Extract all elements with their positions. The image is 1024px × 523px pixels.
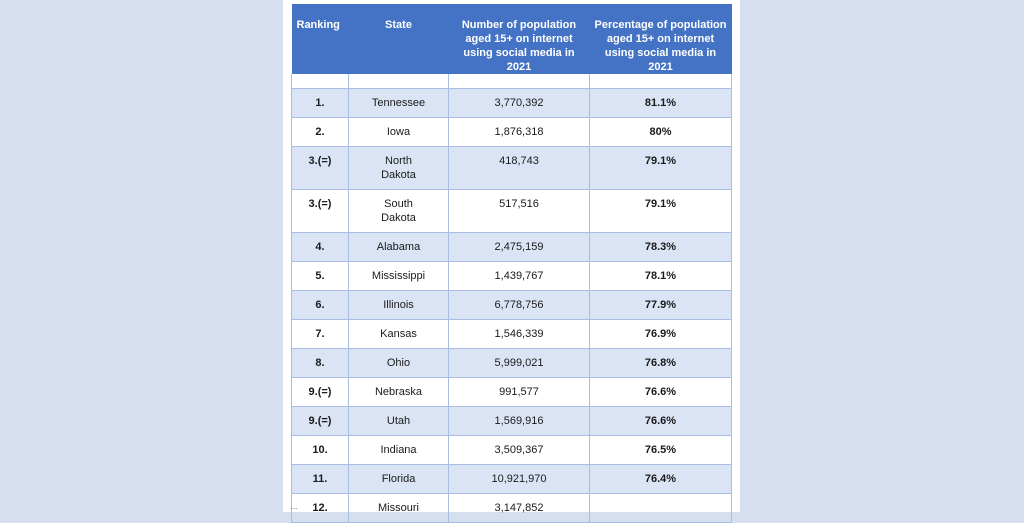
rank-cell: 8. bbox=[292, 349, 349, 378]
percentage-cell: 78.1% bbox=[590, 262, 732, 291]
header-percentage: Percentage of population aged 15+ on internet using social media in 2021 bbox=[590, 4, 732, 74]
state-cell: Illinois bbox=[349, 291, 449, 320]
number-cell: 1,546,339 bbox=[449, 320, 590, 349]
header-number: Number of population aged 15+ on internet using social media in 2021 bbox=[449, 4, 590, 74]
table-row bbox=[292, 147, 732, 190]
state-cell: Mississippi bbox=[349, 262, 449, 291]
state-cell: South Dakota bbox=[349, 190, 449, 233]
header-ranking: Ranking bbox=[292, 4, 349, 74]
table-row bbox=[292, 320, 732, 349]
number-cell: 3,509,367 bbox=[449, 436, 590, 465]
rank-cell: 7. bbox=[292, 320, 349, 349]
state-cell: Iowa bbox=[349, 118, 449, 147]
number-cell: 991,577 bbox=[449, 378, 590, 407]
state-cell: Missouri bbox=[349, 494, 449, 523]
percentage-cell: 76.4% bbox=[590, 465, 732, 494]
rank-cell: 9.(=) bbox=[292, 407, 349, 436]
percentage-cell: 76.8% bbox=[590, 349, 732, 378]
number-cell: 2,475,159 bbox=[449, 233, 590, 262]
state-cell: North Dakota bbox=[349, 147, 449, 190]
number-cell: 517,516 bbox=[449, 190, 590, 233]
rank-cell: 3.(=) bbox=[292, 190, 349, 233]
rank-cell: 6. bbox=[292, 291, 349, 320]
rank-cell: 3.(=) bbox=[292, 147, 349, 190]
social-media-ranking-table bbox=[291, 4, 732, 523]
state-cell: Utah bbox=[349, 407, 449, 436]
percentage-cell: 76.6% bbox=[590, 407, 732, 436]
percentage-cell: 81.1% bbox=[590, 89, 732, 118]
percentage-cell: 78.3% bbox=[590, 233, 732, 262]
number-cell: 5,999,021 bbox=[449, 349, 590, 378]
table-row bbox=[292, 494, 732, 523]
number-cell: 6,778,756 bbox=[449, 291, 590, 320]
state-cell: Alabama bbox=[349, 233, 449, 262]
table-row bbox=[292, 291, 732, 320]
number-cell: 1,876,318 bbox=[449, 118, 590, 147]
percentage-cell: 79.1% bbox=[590, 190, 732, 233]
header-gap bbox=[292, 74, 732, 89]
rank-cell: 2. bbox=[292, 118, 349, 147]
number-cell: 1,569,916 bbox=[449, 407, 590, 436]
state-cell: Indiana bbox=[349, 436, 449, 465]
number-cell: 1,439,767 bbox=[449, 262, 590, 291]
rank-cell: 11. bbox=[292, 465, 349, 494]
state-cell: Kansas bbox=[349, 320, 449, 349]
table-row bbox=[292, 378, 732, 407]
number-cell: 10,921,970 bbox=[449, 465, 590, 494]
number-cell: 3,770,392 bbox=[449, 89, 590, 118]
table-row bbox=[292, 233, 732, 262]
state-cell: Ohio bbox=[349, 349, 449, 378]
table-row bbox=[292, 89, 732, 118]
table-row bbox=[292, 407, 732, 436]
table-row bbox=[292, 349, 732, 378]
rank-cell: 10. bbox=[292, 436, 349, 465]
continuation-ellipsis: ... bbox=[290, 501, 298, 511]
rank-cell: 12. bbox=[292, 494, 349, 523]
state-cell: Nebraska bbox=[349, 378, 449, 407]
rank-cell: 5. bbox=[292, 262, 349, 291]
rank-cell: 4. bbox=[292, 233, 349, 262]
state-cell: Florida bbox=[349, 465, 449, 494]
percentage-cell: 79.1% bbox=[590, 147, 732, 190]
number-cell: 3,147,852 bbox=[449, 494, 590, 523]
number-cell: 418,743 bbox=[449, 147, 590, 190]
header-state: State bbox=[349, 4, 449, 74]
table-body bbox=[292, 89, 732, 523]
percentage-cell: 80% bbox=[590, 118, 732, 147]
table-header bbox=[292, 4, 732, 74]
percentage-cell: 76.9% bbox=[590, 320, 732, 349]
state-cell: Tennessee bbox=[349, 89, 449, 118]
percentage-cell: 77.9% bbox=[590, 291, 732, 320]
content-card bbox=[283, 0, 740, 512]
rank-cell: 9.(=) bbox=[292, 378, 349, 407]
percentage-cell bbox=[590, 494, 732, 523]
table-row bbox=[292, 436, 732, 465]
percentage-cell: 76.6% bbox=[590, 378, 732, 407]
percentage-cell: 76.5% bbox=[590, 436, 732, 465]
table-row bbox=[292, 465, 732, 494]
rank-cell: 1. bbox=[292, 89, 349, 118]
table-row bbox=[292, 262, 732, 291]
table-row bbox=[292, 190, 732, 233]
table-row bbox=[292, 118, 732, 147]
